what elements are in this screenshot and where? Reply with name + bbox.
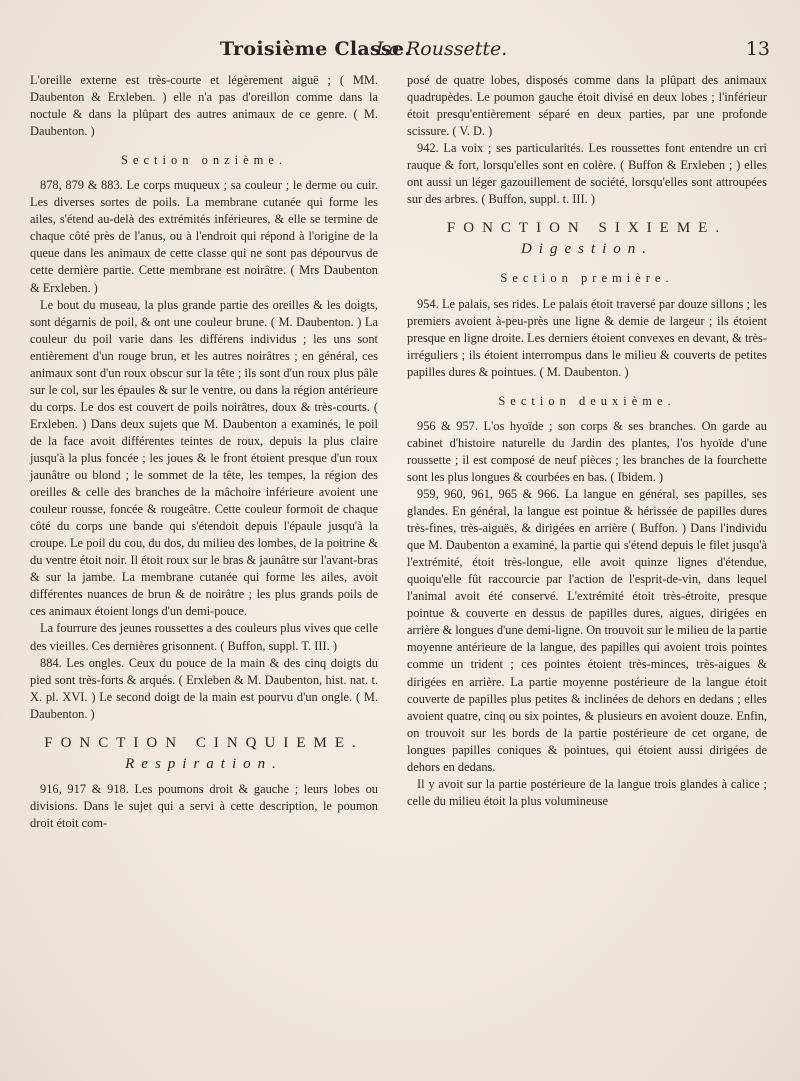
paragraph: L'oreille externe est très-courte et légèrement aiguë ; ( MM. Daubenton & Erxleben. ) elle n'a pas d'oreillon comme dans la noctule & dans la plûpart des autres animaux de ce genre. ( M. Daubenton. ) xyxy=(30,73,378,139)
paragraph: La fourrure des jeunes roussettes a des couleurs plus vives que celle des vieilles. Ces dernières grisonnent. ( Buffon, suppl. T. III. ) xyxy=(30,621,378,653)
paragraph: posé de quatre lobes, disposés comme dans la plûpart des animaux quadrupèdes. Le poumon gauche étoit divisé en deux lobes ; l'inférieur étoit presqu'entièrement séparé en deux parties, par une profonde scissure. ( V. D. ) xyxy=(407,73,767,139)
topic-heading: Digestion. xyxy=(520,241,654,258)
left-column xyxy=(30,72,378,832)
paragraph: 878, 879 & 883. Le corps muqueux ; sa couleur ; le derme ou cuir. Les diverses sortes de poils. La membrane cutanée qui forme les ailes, s'étend au-delà des extrémités inférieures, & elle se termine de chaque côté près de l'anus, ou à l'endroit qui répond à l'origine de la queue dans les animaux de cette classe qui ne sont pas dépourvus de cette dernière partie. Cette membrane est noirâtre. ( Mrs Daubenton & Erxleben. ) xyxy=(30,178,378,295)
running-header xyxy=(0,38,800,68)
paragraph: Le bout du museau, la plus grande partie des oreilles & les doigts, sont dégarnis de poil, & ont une couleur brune. ( M. Daubenton. ) La couleur du poil varie dans les différens individus ; les uns sont entièrement d'un rouge brun, et les autres noirâtres ; en général, ces animaux sont d'un roux obscur sur la tête ; ils sont d'un roux plus pâle sur le col, sur les épaules & sur le ventre, ou dans la région antérieure du corps. Le dos est couvert de poils noirâtres, doux & très-courts. ( Erxleben. ) Dans deux sujets que M. Daubenton a examinés, le poil de la face avoit différentes teintes de roux, depuis la plus claire jusqu'à la plus foncée ; les joues & le front étoient presque d'un roux jaunâtre ou blond ; le sommet de la tête, les tempes, la région des oreilles & celle des branches de la mâchoire inférieure avoient une couleur rousse, foncée & rougeâtre. Cette couleur formoit de chaque côté du corps une bande qui s'étendoit depuis l'épaule jusqu'à la croupe. Le poil du cou, du dos, du milieu des lombes, de la poitrine & du ventre étoit noir. Il étoit roux sur le bras & jaunâtre sur l'avant-bras & sur la jambe. La membrane cutanée qui forme les ailes, avoit différentes nuances de brun & de noirâtre ; les plus grands poils de ces animaux étoient longs d'un demi-pouce. xyxy=(30,297,378,619)
class-title: Troisième Classe. xyxy=(220,38,412,60)
function-heading: FONCTION CINQUIEME. xyxy=(44,734,364,751)
paragraph: 916, 917 & 918. Les poumons droit & gauche ; leurs lobes ou divisions. Dans le sujet qui a servi à cette description, le poumon droit étoit com- xyxy=(30,781,378,830)
topic-heading: Respiration. xyxy=(125,755,283,772)
paragraph: 942. La voix ; ses particularités. Les roussettes font entendre un cri rauque & fort, lorsqu'elles sont en colère. ( Buffon & Erxleben ; ) elles ont aussi un léger gazouillement de société, lorsqu'elles sont attroupées sur des arbres. ( Buffon, suppl. t. III. ) xyxy=(407,141,767,207)
right-column xyxy=(407,72,767,810)
paragraph: 954. Le palais, ses rides. Le palais étoit traversé par douze sillons ; les premiers avoient à-peu-près une ligne & demie de largeur ; ils étoient presque en ligne droite. Les derniers étoient convexes en devant, & très-irréguliers ; ils étoient interrompus dans le milieu & couverts de petites papilles dures & pointues. ( M. Daubenton. ) xyxy=(407,296,767,379)
paragraph: Il y avoit sur la partie postérieure de la langue trois glandes à calice ; celle du milieu étoit la plus volumineuse xyxy=(407,776,767,808)
function-heading: FONCTION SIXIEME. xyxy=(446,220,728,237)
section-heading: Section deuxième. xyxy=(498,393,676,408)
page-number: 13 xyxy=(745,38,770,60)
section-heading: Section onzième. xyxy=(120,153,288,168)
subject-title: La Roussette. xyxy=(376,38,508,60)
paragraph: 884. Les ongles. Ceux du pouce de la main & des cinq doigts du pied sont très-forts & arqués. ( Erxleben & M. Daubenton, hist. nat. t. X. pl. XVI. ) Le second doigt de la main est pourvu d'un ongle. ( M. Daubenton. ) xyxy=(30,655,378,721)
paragraph: 956 & 957. L'os hyoïde ; son corps & ses branches. On garde au cabinet d'histoire naturelle du Jardin des plantes, l'os hyoïde d'une roussette ; il est composé de neuf pièces ; les branches de la fourchette sont les plus longues & courbées en bas. ( Ibidem. ) xyxy=(407,418,767,484)
section-heading: Section première. xyxy=(500,271,674,286)
paragraph: 959, 960, 961, 965 & 966. La langue en général, ses papilles, ses glandes. En général, la langue est pointue & hérissée de papilles dures très-fines, très-aiguës, & dirigées en arrière ( Buffon. ) Dans l'individu que M. Daubenton a examiné, la partie qui s'étend depuis le filet jusqu'à l'extrémité, étoit très-longue, elle avoit quinze lignes d'étendue, quoiqu'elle fût raccourcie par l'action de l'esprit-de-vin, dans lequel l'animal avoit été conservé. L'extrémité étoit très-étroite, presque pointue & couverte en dessus de papilles dures, aigues, dirigées en arrière & longues d'une demi-ligne. On trouvoit sur le milieu de la partie moyenne antérieure de la langue, des papilles qui avoient trois pointes comme un trident ; ces pointes étoient très-minces, très-aigues & dirigées en arrière. La partie moyenne postérieure de la langue étoit couverte de papilles plus petites & inclinées de dehors en dedans ; elles avoient quatre, cinq ou six pointes, & plusieurs en avoient douze. Enfin, on trouvoit sur les bords de la partie postérieure de cet organe, de longues papilles coniques & pointues, qui étoient aussi dirigées de dehors en dedans. xyxy=(407,486,767,774)
